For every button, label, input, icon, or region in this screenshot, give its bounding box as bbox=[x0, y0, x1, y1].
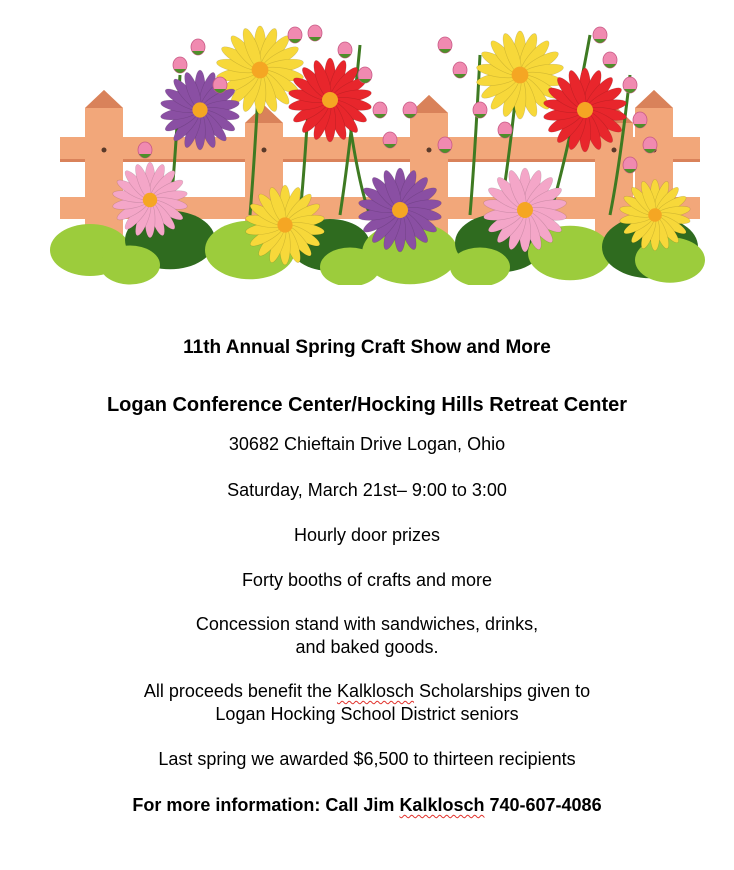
proceeds-line-2: Logan Hocking School District seniors bbox=[215, 704, 519, 724]
concession-line-2: and baked goods. bbox=[295, 637, 439, 657]
proceeds-line-1 bbox=[0, 680, 734, 702]
proceeds-text-b: Scholarships given to bbox=[414, 681, 591, 701]
award: Last spring we awarded $6,500 to thirteen recipients bbox=[158, 749, 576, 769]
date-time: Saturday, March 21st– 9:00 to 3:00 bbox=[227, 480, 507, 500]
booths: Forty booths of crafts and more bbox=[241, 570, 493, 590]
venue: Logan Conference Center/Hocking Hills Retreat Center bbox=[106, 394, 628, 416]
contact-text-b: 740-607-4086 bbox=[484, 795, 602, 815]
contact-text-a: For more information: Call Jim bbox=[132, 795, 400, 815]
proceeds-text-a: All proceeds benefit the bbox=[143, 681, 337, 701]
door-prizes: Hourly door prizes bbox=[293, 525, 441, 545]
garden-fence-flowers-icon bbox=[50, 15, 710, 285]
flyer-title: 11th Annual Spring Craft Show and More bbox=[183, 337, 551, 358]
contact-name: Kalklosch bbox=[399, 795, 485, 815]
concession-line-1: Concession stand with sandwiches, drinks, bbox=[195, 614, 539, 634]
contact bbox=[0, 794, 734, 816]
address: 30682 Chieftain Drive Logan, Ohio bbox=[228, 434, 506, 454]
proceeds-name: Kalklosch bbox=[336, 681, 415, 701]
